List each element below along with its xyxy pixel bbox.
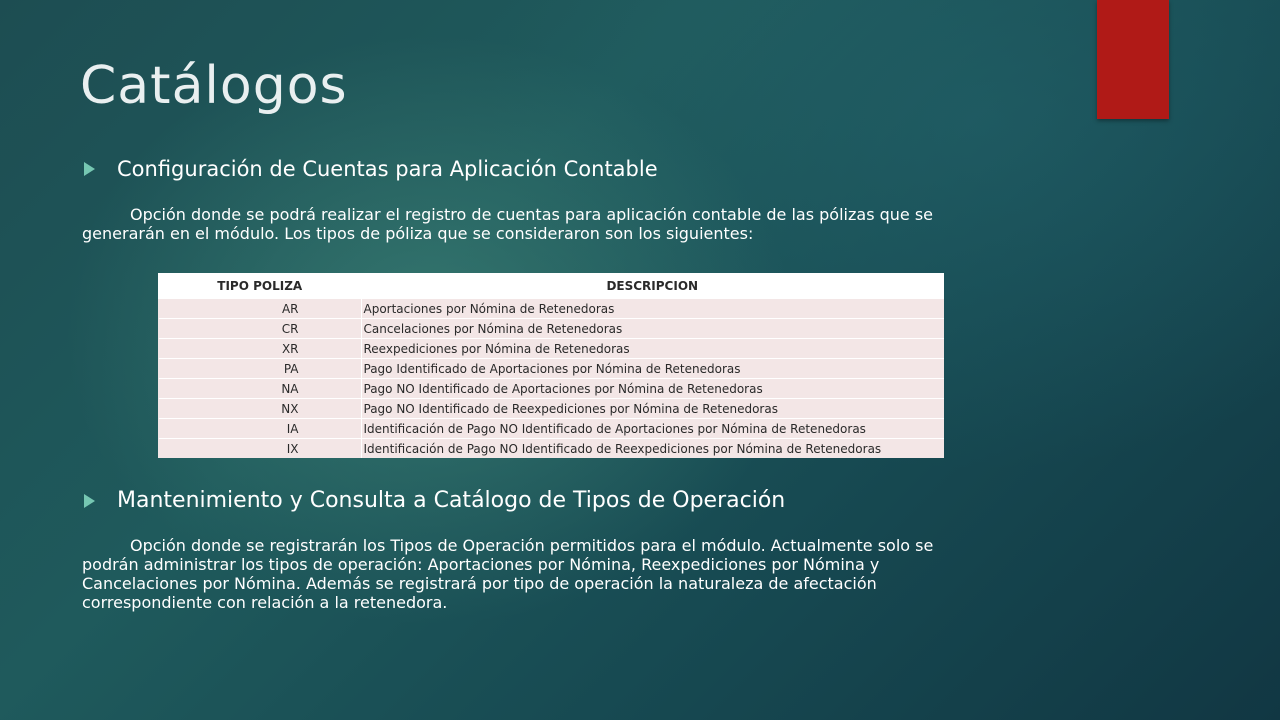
section1-heading: Configuración de Cuentas para Aplicación Contable <box>117 157 658 181</box>
accent-bar <box>1097 0 1169 119</box>
table-cell-description: Pago NO Identificado de Aportaciones por Nómina de Retenedoras <box>361 379 944 399</box>
table-header-descripcion: DESCRIPCION <box>361 274 944 299</box>
table-row <box>159 399 944 419</box>
triangle-bullet-icon <box>84 494 95 508</box>
table-cell-description: Reexpediciones por Nómina de Retenedoras <box>361 339 944 359</box>
table-cell-code: NX <box>159 399 362 419</box>
section1-paragraph-text: Opción donde se podrá realizar el registro de cuentas para aplicación contable de las pólizas que se generarán en el módulo. Los tipos de póliza que se consideraron son los siguientes: <box>82 205 934 243</box>
table-cell-code: IA <box>159 419 362 439</box>
table-cell-description: Identificación de Pago NO Identificado de Aportaciones por Nómina de Retenedoras <box>361 419 944 439</box>
section2-paragraph <box>82 536 942 612</box>
table-row <box>159 339 944 359</box>
table-row <box>159 439 944 459</box>
table-cell-description: Identificación de Pago NO Identificado de Reexpediciones por Nómina de Retenedoras <box>361 439 944 459</box>
table-cell-code: IX <box>159 439 362 459</box>
table-cell-description: Aportaciones por Nómina de Retenedoras <box>361 299 944 319</box>
section1-paragraph <box>82 205 942 243</box>
table-row <box>159 359 944 379</box>
table-row <box>159 379 944 399</box>
table-cell-description: Pago NO Identificado de Reexpediciones por Nómina de Retenedoras <box>361 399 944 419</box>
section2-bullet <box>84 488 785 513</box>
table-cell-code: NA <box>159 379 362 399</box>
table-row <box>159 419 944 439</box>
section2-heading: Mantenimiento y Consulta a Catálogo de Tipos de Operación <box>117 488 786 513</box>
table-cell-code: PA <box>159 359 362 379</box>
slide-title: Catálogos <box>80 56 348 116</box>
table-cell-code: XR <box>159 339 362 359</box>
policy-types-table <box>158 273 944 458</box>
table-row <box>159 299 944 319</box>
table-header-row <box>159 274 944 299</box>
table-cell-code: CR <box>159 319 362 339</box>
table-header-tipo-poliza: TIPO POLIZA <box>159 274 362 299</box>
section2-paragraph-text: Opción donde se registrarán los Tipos de Operación permitidos para el módulo. Actualmente solo se podrán administrar los tipos de operación: Aportaciones por Nómina, Reexpediciones por Nómina y Cancelaciones por Nómina. Además se registrará por tipo de operación la naturaleza de afectación correspondiente con relación a la retenedora. <box>82 536 934 612</box>
table-cell-code: AR <box>159 299 362 319</box>
table-cell-description: Cancelaciones por Nómina de Retenedoras <box>361 319 944 339</box>
triangle-bullet-icon <box>84 162 95 176</box>
table-cell-description: Pago Identificado de Aportaciones por Nómina de Retenedoras <box>361 359 944 379</box>
section1-bullet <box>84 157 658 181</box>
table-row <box>159 319 944 339</box>
